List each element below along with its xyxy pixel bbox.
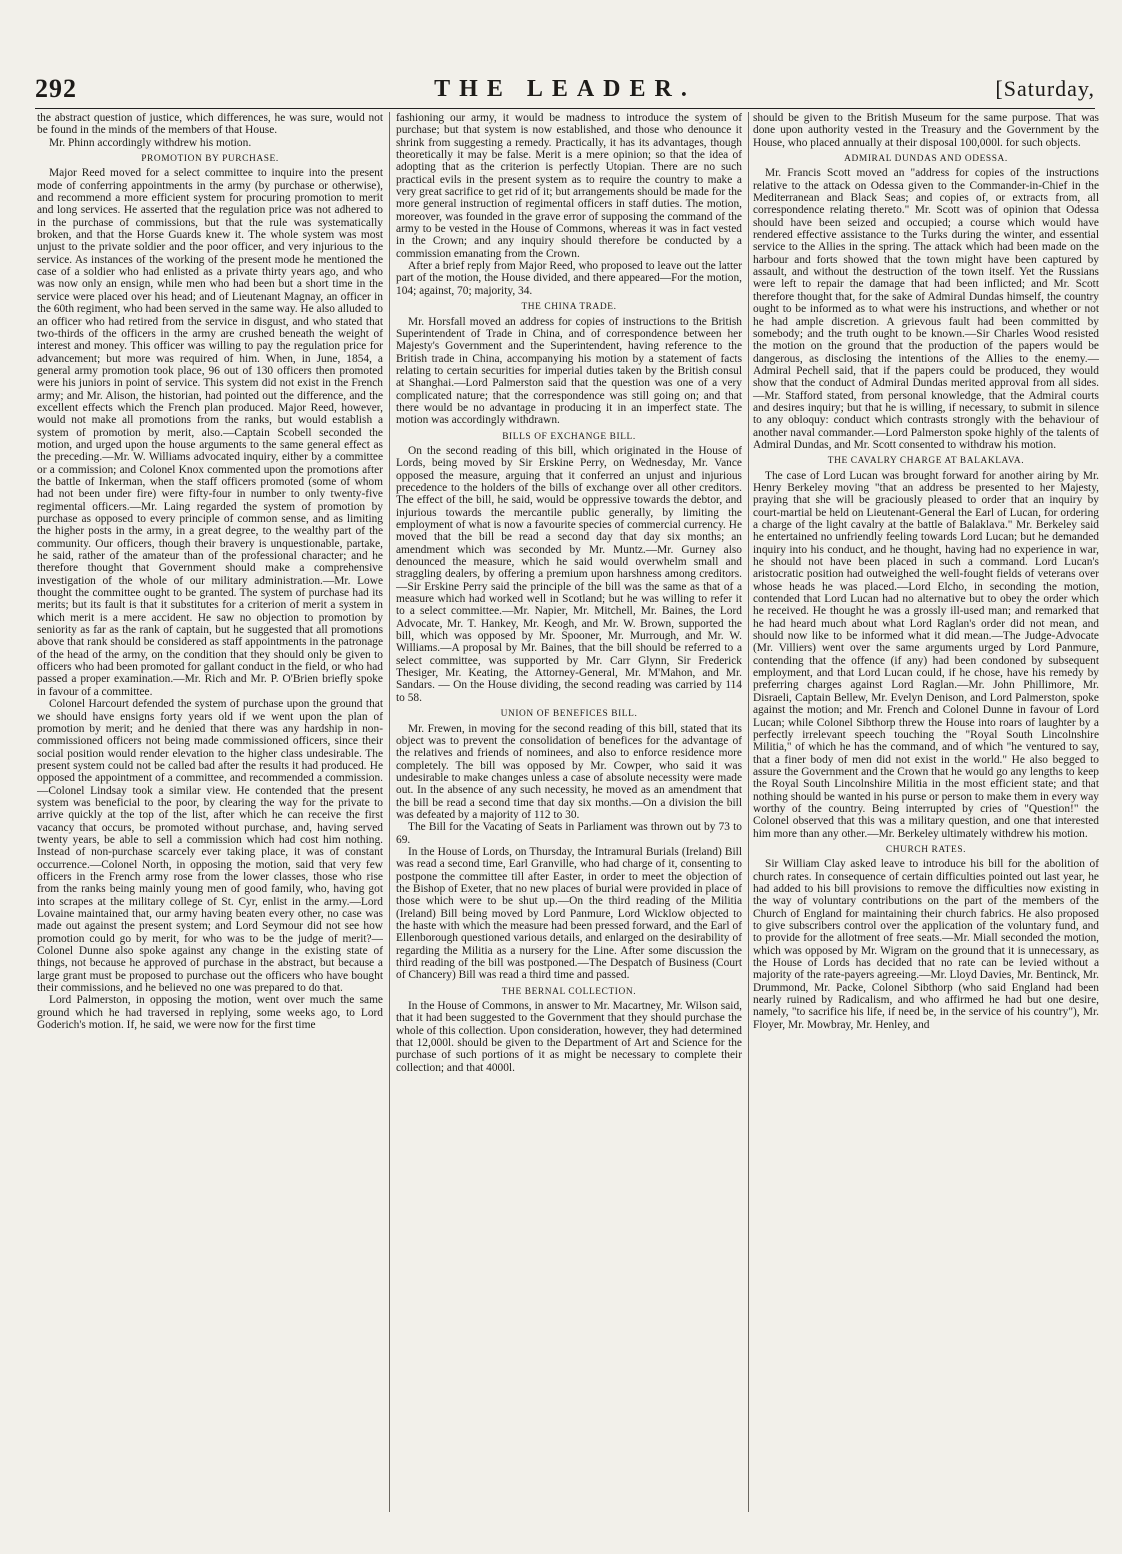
paragraph: Sir William Clay asked leave to introduce his bill for the abolition of church rates. In consequence of certain difficulties pointed out last year, he had added to his bill provisions to remove the difficulties now existing in the way of voluntary contributions on the part of the members of the Church of England for maintaining their church fabrics. He also proposed to give subscribers control over the application of the voluntary fund, and to provide for the allotment of free seats.—Mr. Miall seconded the motion, which was opposed by Mr. Wigram on the ground that it is unnecessary, as the House of Lords has decided that no rate can be levied without a majority of the rate-payers agreeing.—Mr. Lloyd Davies, Mr. Bentinck, Mr. Drummond, Mr. Packe, Colonel Sibthorp (who said England had been nearly ruined by Radicalism, and who affirmed he had but one desire, namely, "to sacrifice his life, if need be, in the service of his country"), Mr. Floyer, Mr. Mowbray, Mr. Henley, and xyxy=(753,858,1099,1031)
section-heading: UNION OF BENEFICES BILL. xyxy=(500,709,638,720)
section-heading: PROMOTION BY PURCHASE. xyxy=(141,154,279,165)
paragraph: In the House of Lords, on Thursday, the Intramural Burials (Ireland) Bill was read a second time, Earl Granville, who had charge of it, consenting to postpone the committee till after Easter, in order to meet the objection of the Bishop of Exeter, that no new places of burial were provided in place of those which were to be shut up.—On the third reading of the Militia (Ireland) Bill being moved by Lord Panmure, Lord Wicklow objected to the haste with which the measure had been pressed forward, and the Earl of Ellenborough questioned various details, and enlarged on the desirability of regarding the Militia as a nursery for the Line. After some discussion the third reading of the bill was postponed.—The Despatch of Business (Court of Chancery) Bill was read a third time and passed. xyxy=(396,845,742,982)
section-heading: THE CHINA TRADE. xyxy=(521,302,617,313)
paragraph: fashioning our army, it would be madness to introduce the system of purchase; but that system is now established, and those who denounce it shrink from suggesting a remedy. Practically, it has its advantages, though theoretically it may be false. Merit is a mere opinion; so that the idea of adopting that as the criterion is perfectly Utopian. There are no such practical evils in the present system as to require the country to make a very great sacrifice to get rid of it; but arrangements should be made for the more general instruction of regimental officers in staff duties. The motion, moreover, was founded in the grave error of supposing the command of the army to be vested in the House of Commons, whereas it was in fact vested in the Crown; and any inquiry should therefore be conducted by a commission emanating from the Crown. xyxy=(396,112,742,260)
paragraph: On the second reading of this bill, which originated in the House of Lords, being moved by Sir Erskine Perry, on Wednesday, Mr. Vance opposed the measure, arguing that it conferred an unjust and injurious precedence to the holders of the bills of exchange over all other creditors. The effect of the bill, he said, would be oppressive towards the debtor, and injurious towards the mercantile public generally, by limiting the employment of what is now a favourite species of commercial currency. He moved that the bill be read a second day that day six months; an amendment which was seconded by Mr. Muntz.—Mr. Gurney also denounced the measure, which he said would overwhelm small and straggling dealers, by offering a premium upon harshness among creditors.—Sir Erskine Perry said the principle of the bill was the same as that of a measure which had worked well in Scotland; but he was willing to refer it to a select committee.—Mr. Napier, Mr. Mitchell, Mr. Baines, the Lord Advocate, Mr. T. Hankey, Mr. Keogh, and Mr. W. Brown, supported the bill, which was opposed by Mr. Spooner, Mr. Murrough, and Mr. W. Williams.—A proposal by Mr. Baines, that the bill should be referred to a select committee, was supported by Mr. Carr Glynn, Sir Frederick Thesiger, Mr. Keating, the Attorney-General, Mr. M'Mahon, and Mr. Sandars. — On the House dividing, the second reading was carried by 114 to 58. xyxy=(396,444,742,704)
column-rule xyxy=(389,112,390,1512)
paragraph: In the House of Commons, in answer to Mr. Macartney, Mr. Wilson said, that it had been suggested to the Government that they should purchase the whole of this collection. Upon consideration, however, they had determined that 12,000l. should be given to the Department of Art and Science for the purchase of such portions of it as might be necessary to complete their collection; and that 4000l. xyxy=(396,1000,742,1074)
page-number: 292 xyxy=(35,74,77,103)
section-heading: THE BERNAL COLLECTION. xyxy=(501,986,637,997)
paragraph: Mr. Frewen, in moving for the second reading of this bill, stated that its object was to prevent the consolidation of benefices for the advantage of the relatives and friends of nominees, and also to enforce residence more completely. The bill was opposed by Mr. Cowper, who said it was undesirable to make changes unless a case of absolute necessity were made out. In the absence of any such necessity, he moved as an amendment that the bill be read a second time that day six months.—On a division the bill was defeated by a majority of 112 to 30. xyxy=(396,722,742,821)
section-heading: ADMIRAL DUNDAS AND ODESSA. xyxy=(844,154,1008,165)
section-heading: CHURCH RATES. xyxy=(885,844,967,855)
paragraph: Lord Palmerston, in opposing the motion, went over much the same ground which he had traversed in replying, some weeks ago, to Lord Goderich's motion. If, he said, we were now for the first time xyxy=(37,994,383,1032)
column-3 xyxy=(753,112,1099,1512)
paragraph: Mr. Horsfall moved an address for copies of instructions to the British Superintendent of Trade in China, and of correspondence between her Majesty's Government and the Superintendent, having reference to the British trade in China, accompanying his motion by a statement of facts relating to certain securities for imperial duties taken by the British consul at Shanghai.—Lord Palmerston said that the question was one of a very complicated nature; that the correspondence was still going on; and that there would be no advantage in producing it in an imperfect state. The motion was accordingly withdrawn. xyxy=(396,315,742,427)
paragraph: the abstract question of justice, which differences, he was sure, would not be found in the minds of the members of that House. xyxy=(37,112,383,137)
paragraph: After a brief reply from Major Reed, who proposed to leave out the latter part of the motion, the House divided, and there appeared—For the motion, 104; against, 70; majority, 34. xyxy=(396,260,742,297)
paragraph: Mr. Francis Scott moved an "address for copies of the instructions relative to the attack on Odessa given to the Commander-in-Chief in the Mediterranean and Black Seas; and copies of, or extracts from, all correspondence relating thereto." Mr. Scott was of opinion that Odessa should have been seized and occupied; a course which would have rendered effective assistance to the Turks during the winter, and essential service to the Allies in the spring. The attack which had been made on the harbour and forts showed that the town might have been captured by assault, and without the destruction of the town itself. Yet the Russians were left to repair the damage that had been inflicted; and Mr. Scott therefore thought that, for the sake of Admiral Dundas himself, the country ought to be informed as to what were his instructions, and whether or not he had ample discretion. A grievous fault had been committed by somebody; and the truth ought to be known.—Sir Charles Wood resisted the motion on the ground that the production of the papers would be dangerous, as disclosing the intentions of the Allies to the enemy.—Admiral Pechell said, that if the papers could be produced, they would show that the conduct of Admiral Dundas merited approval from all sides.—Mr. Stafford stated, from personal knowledge, that the Admiral courts and desires inquiry; but that he is willing, if necessary, to submit in silence to any obloquy: conduct which contrasts strongly with the behaviour of another naval commander.—Lord Palmerston spoke highly of the talents of Admiral Dundas, and Mr. Scott consented to withdraw his motion. xyxy=(753,167,1099,451)
paragraph: The case of Lord Lucan was brought forward for another airing by Mr. Henry Berkeley moving "that an address be presented to her Majesty, praying that she will be graciously pleased to order that an inquiry by court-martial be held on Lieutenant-General the Earl of Lucan, for ordering a charge of the light cavalry at the battle of Balaklava." Mr. Berkeley said he entertained no unfriendly feeling towards Lord Lucan; but he demanded inquiry into his conduct, and he thought, having had no experience in war, he should not have been placed in such a command. Lord Lucan's aristocratic position had outweighed the well-fought fields of veterans over whose heads he was placed.—Lord Elcho, in seconding the motion, contended that Lord Lucan had no alternative but to obey the order which he received. He thought he was a grossly ill-used man; and remarked that he had heard much about what Lord Raglan's order did not mean, and should now like to be informed what it did mean.—The Judge-Advocate (Mr. Villiers) went over the same arguments urged by Lord Panmure, contending that the offence (if any) had been condoned by subsequent employment, and that Lord Lucan could, if he chose, have his remedy by preferring charges against Lord Raglan.—Mr. John Phillimore, Mr. Disraeli, Captain Bellew, Mr. Evelyn Denison, and Lord Palmerston, spoke against the motion; and Mr. French and Colonel Dunne in favour of Lord Lucan; while Colonel Sibthorp threw the House into roars of laughter by a perfectly irrelevant speech touching the "Royal South Lincolnshire Militia," of which he has the command, and of which "he ventured to say, that a finer body of men did not exist in the world." He also begged to assure the Government and the Crown that he would go any lengths to keep the Royal South Lincolnshire Militia in the most efficient state; and that nothing should be wanted in his purse or person to make them in every way worthy of the country. Being interrupted by cries of "Question!" the Colonel observed that this was a military question, and one that interested him more than any other.—Mr. Berkeley ultimately withdrew his motion. xyxy=(753,469,1099,840)
paragraph: The Bill for the Vacating of Seats in Parliament was thrown out by 73 to 69. xyxy=(396,821,742,846)
dateline: [Saturday, xyxy=(995,76,1095,101)
section-heading: THE CAVALRY CHARGE AT BALAKLAVA. xyxy=(827,456,1025,467)
masthead-title: THE LEADER. xyxy=(434,76,696,102)
paragraph: Mr. Phinn accordingly withdrew his motion. xyxy=(49,136,252,149)
page-header xyxy=(35,74,1095,109)
paragraph: Major Reed moved for a select committee to inquire into the present mode of conferring appointments in the army (by purchase or otherwise), and recommend a more efficient system for procuring promotion to merit and long services. He asserted that the regulation price was not adhered to in the purchase of commissions, but that the rule was systematically broken, and that the Horse Guards knew it. The whole system was most unjust to the private soldier and the poor officer, and very injurious to the service. As instances of the working of the present mode he mentioned the case of a soldier who had enlisted as a private thirty years ago, and who was now only an ensign, while men who had been but a short time in the service were placed over his head; and of Lieutenant Magnay, an officer in the 60th regiment, who had been served in the same way. He also alluded to an officer who had retired from the service in disgust, and who stated that two-thirds of the officers in the army are crushed beneath the weight of interest and money. This officer was willing to pay the regulation price for advancement; but more was required of him. When, in June, 1854, a general army promotion took place, 96 out of 130 officers then promoted were his juniors in point of service. This system did not exist in the French army; and Mr. Alison, the historian, had pointed out the difference, and the excellent effects which the French plan produced. Major Reed, however, would not make all promotions from the ranks, but would establish a system of promotion by merit, also.—Captain Scobell seconded the motion, and urged upon the house arguments to the same general effect as the preceding.—Mr. W. Williams advocated inquiry, either by a committee or a commission; and Colonel Knox commented upon the promotions after the battle of Inkerman, when the staff officers promoted (some of whom had not been under fire) were fifty-four in number to only twenty-five regimental officers.—Mr. Laing regarded the system of promotion by purchase as opposed to every principle of common sense, and as limiting the higher posts in the army, in a great degree, to the wealthy part of the community. Our officers, though their bravery is unquestionable, partake, he said, rather of the amateur than of the professional character; and he therefore thought that Government should make a comprehensive investigation of the whole of our military administration.—Mr. Lowe thought the committee ought to be granted. The system of purchase had its merits; but its fault is that it substitutes for a criterion of merit a system in which merit is a mere accident. He saw no objection to promotion by seniority as far as the rank of captain, but he suggested that all promotions above that rank should be considered as staff appointments in the patronage of the head of the army, on the condition that they should only be given to officers who had been promoted for gallant conduct in the field, or who had passed a proper examination.—Mr. Rich and Mr. P. O'Brien briefly spoke in favour of a committee. xyxy=(37,167,383,698)
paragraph: Colonel Harcourt defended the system of purchase upon the ground that we should have ensigns forty years old if we went upon the plan of promotion by merit; and he denied that there was any hardship in non-commissioned officers not being made commissioned officers, since their social position would render elevation to the higher class undesirable. The present system could not be called bad after the results it had produced. He opposed the appointment of a committee, and recommended a commission.—Colonel Lindsay took a similar view. He contended that the present system was beneficial to the poor, by clearing the way for the private to arrive quickly at the top of the list, after which he can receive the first vacancy that occurs, be promoted without purchase, and, having served twenty years, be able to sell a commission which had cost him nothing. Instead of non-purchase scarcely ever taking place, it was of constant occurrence.—Colonel North, in opposing the motion, said that very few officers in the French army rose from the lower classes, those who rise from the ranks being mainly young men of good family, who, having got into scrapes at the military college of St. Cyr, enlist in the army.—Lord Lovaine maintained that, our army having beaten every other, no case was made out against the present system; and Lord Seymour did not see how promotion could go by merit, for who was to be the judge of merit?—Colonel Dunne also spoke against any change in the existing state of things, not because he approved of purchase in the abstract, but because a large grant must be proposed to purchase out the officers who have bought their commissions, and he believed no one was prepared to do that. xyxy=(37,698,383,995)
section-heading: BILLS OF EXCHANGE BILL. xyxy=(502,431,636,442)
paragraph: should be given to the British Museum for the same purpose. That was done upon authority vested in the Treasury and the Government by the House, who placed annually at their disposal 100,000l. for such objects. xyxy=(753,112,1099,149)
column-1 xyxy=(37,112,383,1512)
column-2 xyxy=(396,112,742,1512)
column-rule xyxy=(748,112,749,1512)
